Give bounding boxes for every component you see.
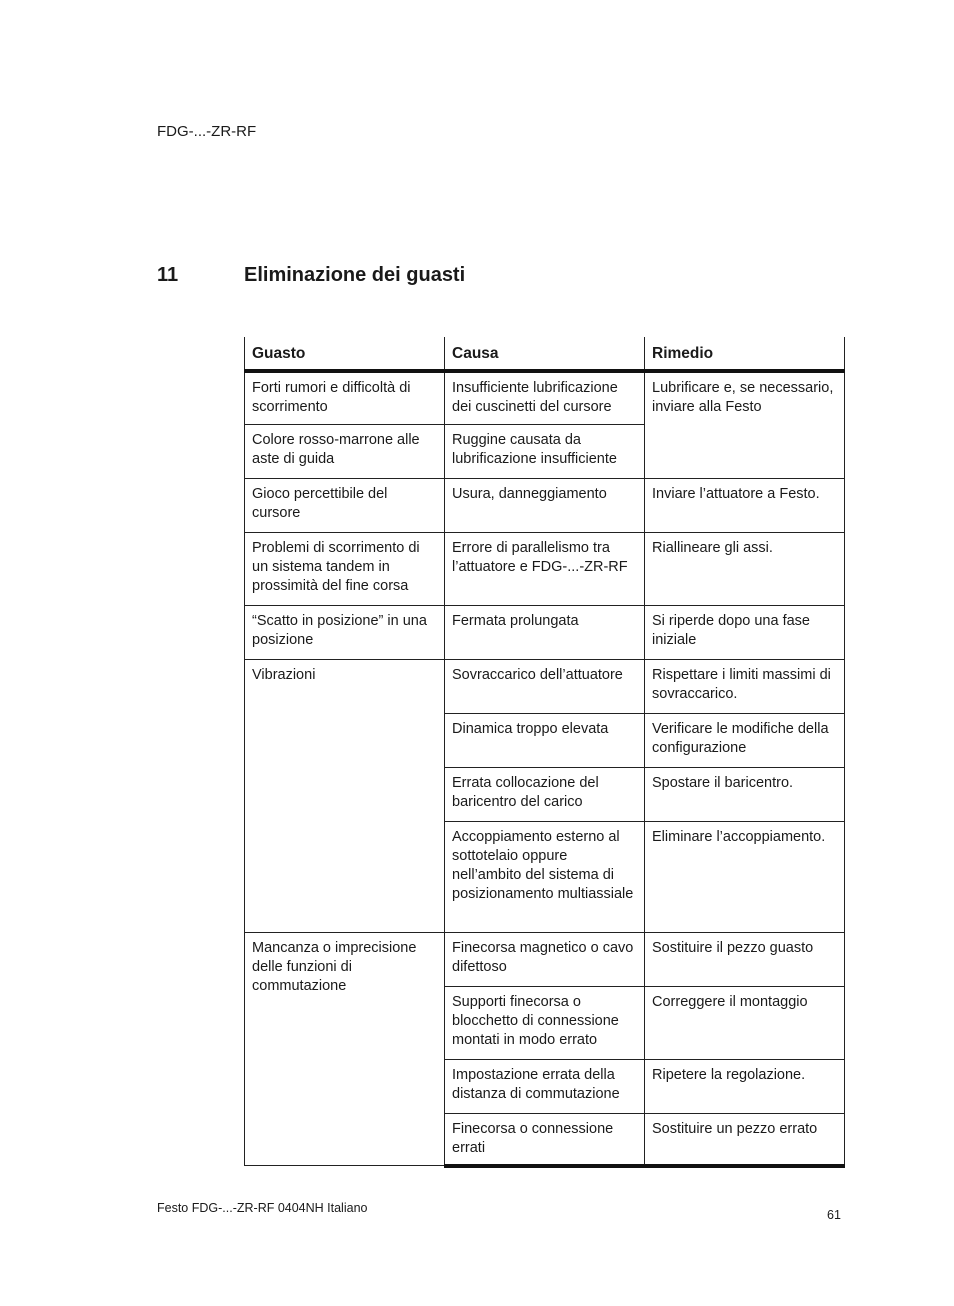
cell-causa: Impostazione errata della distanza di commutazione [445,1059,645,1113]
table-row [245,659,845,713]
page-number: 61 [827,1208,841,1222]
cell-guasto: “Scatto in posizione” in una posizione [245,605,445,659]
header-guasto: Guasto [245,337,445,371]
document-code: FDG-...-ZR-RF [157,123,257,140]
cell-guasto: Mancanza o imprecisione delle funzioni di commutazione [245,932,445,1166]
cell-causa: Errata collocazione del baricentro del carico [445,767,645,821]
cell-causa: Usura, danneggiamento [445,478,645,532]
cell-causa: Insufficiente lubrificazione dei cuscinetti del cursore [445,371,645,424]
table-row [245,478,845,532]
cell-causa: Dinamica troppo elevata [445,713,645,767]
cell-causa: Supporti finecorsa o blocchetto di connessione montati in modo errato [445,986,645,1059]
cell-causa: Accoppiamento esterno al sottotelaio oppure nell’ambito del sistema di posizionamento multiassiale [445,821,645,932]
cell-causa: Sovraccarico dell’attuatore [445,659,645,713]
table-row [245,371,845,424]
cell-rimedio: Eliminare l’accoppiamento. [645,821,845,932]
cell-rimedio: Inviare l’attuatore a Festo. [645,478,845,532]
cell-rimedio: Sostituire un pezzo errato [645,1113,845,1166]
header-rimedio: Rimedio [645,337,845,371]
table-row [245,932,845,986]
cell-guasto: Colore rosso-marrone alle aste di guida [245,424,445,478]
cell-rimedio: Riallineare gli assi. [645,532,845,605]
section-title: Eliminazione dei guasti [244,264,466,286]
table-row [245,532,845,605]
cell-causa: Errore di parallelismo tra l’attuatore e FDG-...-ZR-RF [445,532,645,605]
cell-causa: Fermata prolungata [445,605,645,659]
section-number: 11 [157,264,179,286]
cell-guasto: Forti rumori e difficoltà di scorrimento [245,371,445,424]
cell-guasto: Problemi di scorrimento di un sistema tandem in prossimità del fine corsa [245,532,445,605]
cell-rimedio: Verificare le modifiche della configurazione [645,713,845,767]
footer-doc-info: Festo FDG-...-ZR-RF 0404NH Italiano [157,1201,368,1215]
cell-rimedio: Rispettare i limiti massimi di sovraccarico. [645,659,845,713]
cell-guasto: Gioco percettibile del cursore [245,478,445,532]
cell-rimedio: Si riperde dopo una fase iniziale [645,605,845,659]
cell-rimedio: Correggere il montaggio [645,986,845,1059]
cell-causa: Finecorsa magnetico o cavo difettoso [445,932,645,986]
cell-rimedio: Lubrificare e, se necessario, inviare alla Festo [645,371,845,478]
table-header-row [245,337,845,371]
cell-rimedio: Sostituire il pezzo guasto [645,932,845,986]
header-causa: Causa [445,337,645,371]
table-row [245,605,845,659]
cell-causa: Ruggine causata da lubrificazione insufficiente [445,424,645,478]
troubleshooting-table [244,337,845,1168]
cell-guasto: Vibrazioni [245,659,445,932]
cell-rimedio: Spostare il baricentro. [645,767,845,821]
cell-rimedio: Ripetere la regolazione. [645,1059,845,1113]
cell-causa: Finecorsa o connessione errati [445,1113,645,1166]
